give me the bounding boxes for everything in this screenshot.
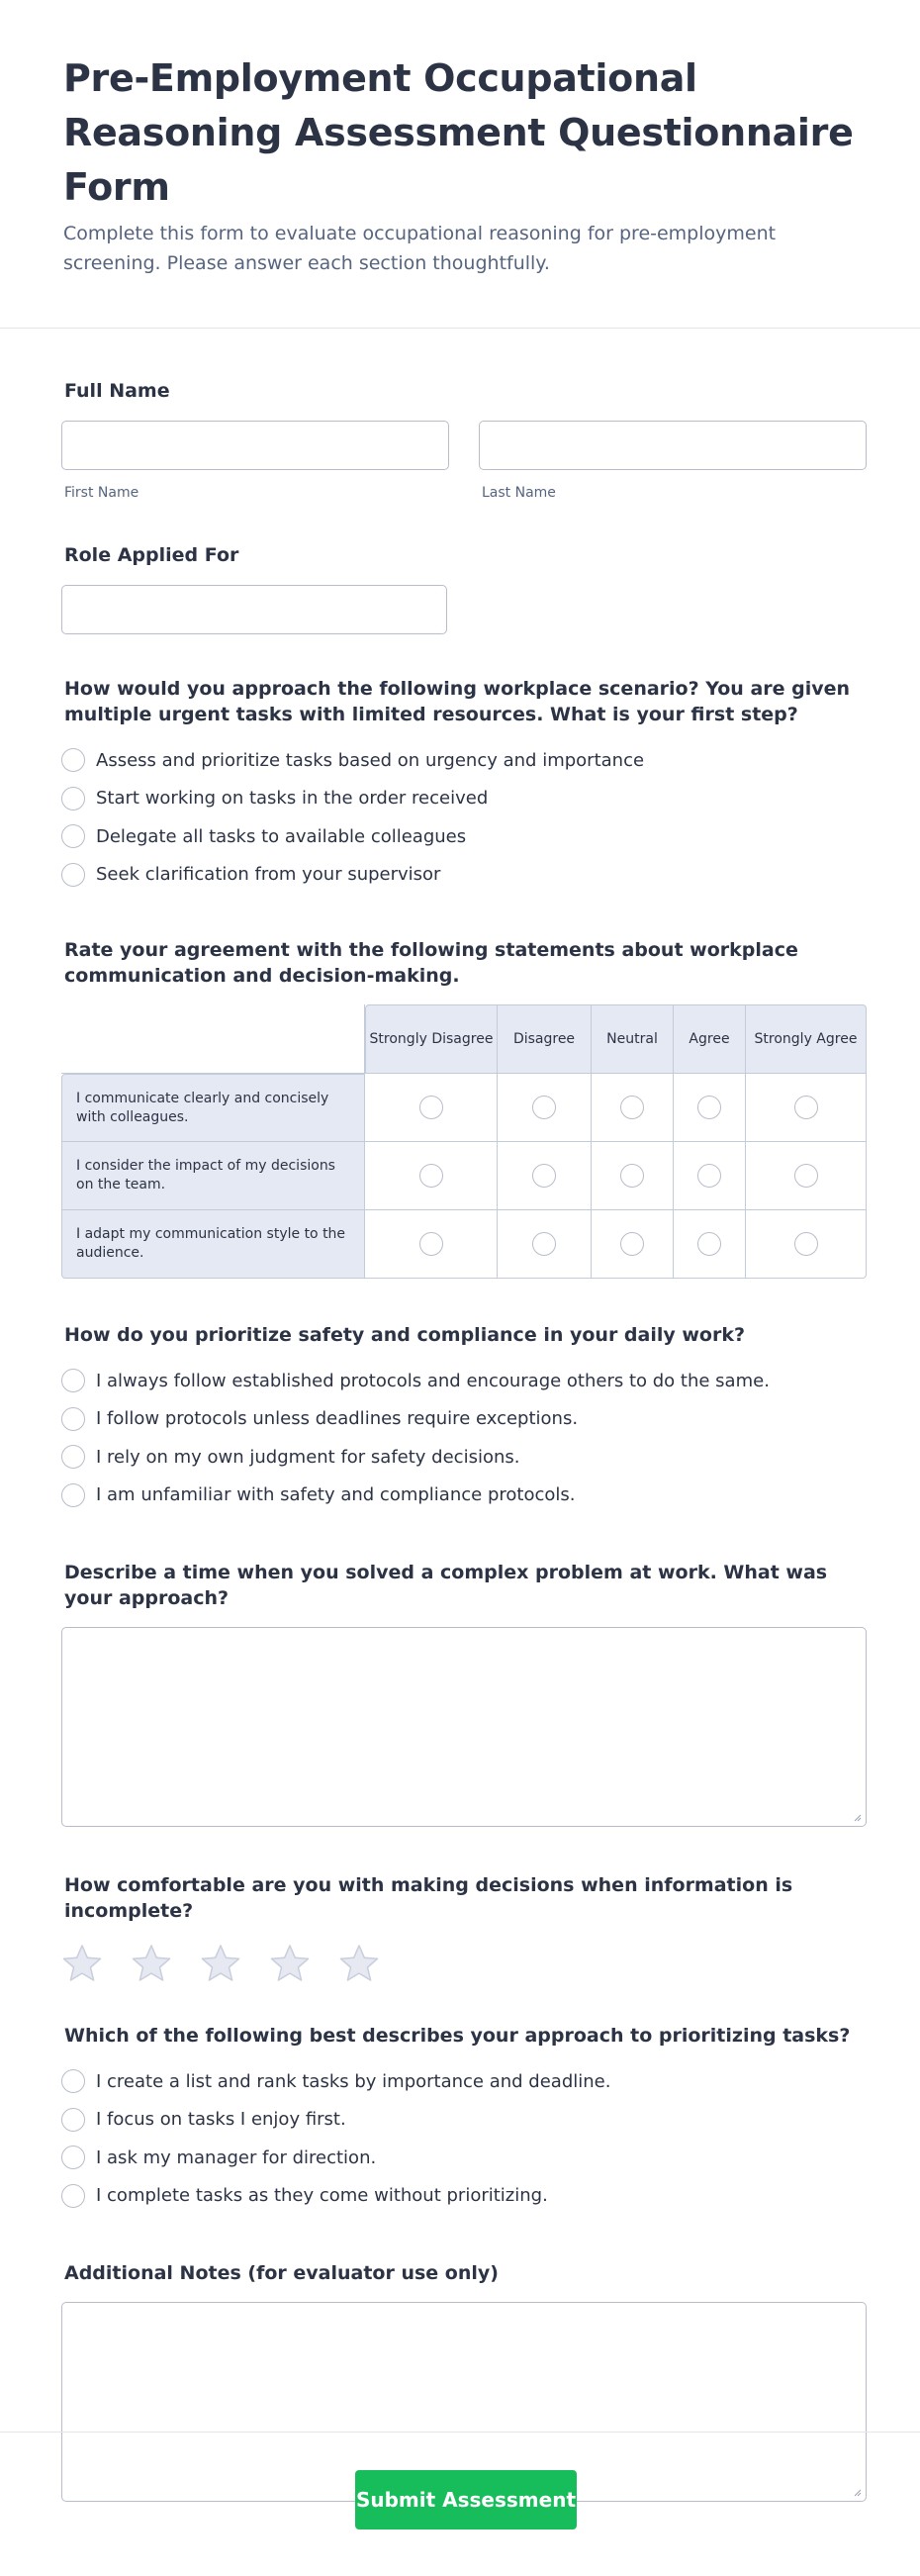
priority-label: Which of the following best describes your approach to prioritizing tasks? bbox=[64, 2025, 851, 2047]
radio-label: I rely on my own judgment for safety decisions. bbox=[96, 1446, 520, 1468]
radio-label: I create a list and rank tasks by importance and deadline. bbox=[96, 2070, 611, 2092]
matrix-row-label: I consider the impact of my decisions on the team. bbox=[61, 1142, 365, 1210]
matrix-corner bbox=[61, 1004, 365, 1074]
problem-question bbox=[61, 1560, 867, 1827]
radio-button[interactable] bbox=[61, 2146, 85, 2169]
matrix-row-label: I adapt my communication style to the audience. bbox=[61, 1210, 365, 1279]
radio-button[interactable] bbox=[61, 1369, 85, 1392]
problem-label: Describe a time when you solved a complex problem at work. What was your approach? bbox=[64, 1562, 828, 1609]
last-name-input[interactable] bbox=[479, 421, 867, 470]
matrix-cell[interactable] bbox=[498, 1074, 592, 1142]
matrix-cell[interactable] bbox=[674, 1142, 746, 1210]
matrix-radio[interactable] bbox=[532, 1096, 556, 1119]
radio-label: I ask my manager for direction. bbox=[96, 2147, 377, 2168]
submit-button[interactable]: Submit Assessment bbox=[355, 2470, 577, 2529]
safety-question bbox=[61, 1322, 867, 1514]
matrix-cell[interactable] bbox=[365, 1074, 498, 1142]
radio-label: I complete tasks as they come without prioritizing. bbox=[96, 2185, 548, 2207]
radio-option[interactable] bbox=[61, 1362, 867, 1400]
radio-option[interactable] bbox=[61, 2139, 867, 2177]
full-name-question bbox=[61, 378, 867, 501]
star-icon[interactable] bbox=[200, 1944, 241, 1983]
matrix-cell[interactable] bbox=[674, 1210, 746, 1279]
matrix-question bbox=[61, 937, 867, 1279]
star-rating bbox=[61, 1944, 867, 1983]
matrix-radio[interactable] bbox=[697, 1232, 721, 1256]
radio-option[interactable] bbox=[61, 817, 867, 856]
matrix-radio[interactable] bbox=[794, 1164, 818, 1188]
role-input[interactable] bbox=[61, 585, 447, 634]
radio-button[interactable] bbox=[61, 2069, 85, 2093]
matrix-radio[interactable] bbox=[419, 1164, 443, 1188]
problem-textarea[interactable] bbox=[61, 1627, 867, 1827]
form-header bbox=[0, 0, 920, 329]
matrix-cell[interactable] bbox=[592, 1210, 674, 1279]
matrix-radio[interactable] bbox=[419, 1232, 443, 1256]
radio-option[interactable] bbox=[61, 2062, 867, 2101]
matrix-cell[interactable] bbox=[498, 1142, 592, 1210]
matrix-cell[interactable] bbox=[746, 1074, 867, 1142]
radio-option[interactable] bbox=[61, 1438, 867, 1477]
scenario-question bbox=[61, 676, 867, 894]
radio-button[interactable] bbox=[61, 2184, 85, 2208]
radio-button[interactable] bbox=[61, 2108, 85, 2132]
matrix-radio[interactable] bbox=[620, 1164, 644, 1188]
radio-button[interactable] bbox=[61, 787, 85, 811]
last-name-sublabel: Last Name bbox=[482, 485, 556, 501]
radio-option[interactable] bbox=[61, 741, 867, 780]
radio-button[interactable] bbox=[61, 1483, 85, 1507]
priority-question bbox=[61, 2023, 867, 2215]
matrix-radio[interactable] bbox=[794, 1232, 818, 1256]
matrix-col-header: Strongly Disagree bbox=[365, 1004, 498, 1074]
matrix-radio[interactable] bbox=[794, 1096, 818, 1119]
radio-button[interactable] bbox=[61, 1407, 85, 1431]
radio-label: I focus on tasks I enjoy first. bbox=[96, 2109, 346, 2131]
scenario-label: How would you approach the following workplace scenario? You are given multiple urgent tasks with limited resources. What is your first step? bbox=[64, 678, 851, 725]
role-question bbox=[61, 542, 867, 634]
matrix-radio[interactable] bbox=[697, 1096, 721, 1119]
radio-label: I always follow established protocols and encourage others to do the same. bbox=[96, 1370, 770, 1391]
matrix-col-header: Disagree bbox=[498, 1004, 592, 1074]
matrix-cell[interactable] bbox=[365, 1142, 498, 1210]
radio-option[interactable] bbox=[61, 1477, 867, 1515]
matrix-col-header: Agree bbox=[674, 1004, 746, 1074]
last-name-col bbox=[479, 421, 867, 501]
radio-label: Seek clarification from your supervisor bbox=[96, 864, 441, 886]
matrix-row bbox=[61, 1142, 867, 1210]
radio-label: I am unfamiliar with safety and compliance protocols. bbox=[96, 1484, 576, 1506]
safety-label: How do you prioritize safety and compliance in your daily work? bbox=[64, 1324, 746, 1346]
rating-matrix bbox=[61, 1004, 867, 1279]
form-title: Pre-Employment Occupational Reasoning Assessment Questionnaire Form bbox=[63, 56, 854, 209]
matrix-cell[interactable] bbox=[674, 1074, 746, 1142]
matrix-radio[interactable] bbox=[620, 1096, 644, 1119]
matrix-cell[interactable] bbox=[746, 1142, 867, 1210]
form-footer bbox=[0, 2432, 920, 2576]
safety-options bbox=[61, 1362, 867, 1514]
radio-option[interactable] bbox=[61, 2101, 867, 2140]
resize-grip-icon[interactable] bbox=[854, 1814, 862, 1822]
matrix-cell[interactable] bbox=[365, 1210, 498, 1279]
first-name-sublabel: First Name bbox=[64, 485, 139, 501]
matrix-cell[interactable] bbox=[592, 1142, 674, 1210]
comfort-question bbox=[61, 1872, 867, 1983]
matrix-col-header: Neutral bbox=[592, 1004, 674, 1074]
star-icon[interactable] bbox=[338, 1944, 380, 1983]
role-label: Role Applied For bbox=[64, 544, 239, 566]
form-body bbox=[0, 378, 920, 2502]
radio-label: Assess and prioritize tasks based on urgency and importance bbox=[96, 749, 645, 771]
matrix-radio[interactable] bbox=[620, 1232, 644, 1256]
form-subtitle: Complete this form to evaluate occupational reasoning for pre-employment screening. Please answer each section thoughtfully. bbox=[63, 223, 777, 274]
radio-button[interactable] bbox=[61, 1445, 85, 1469]
first-name-input[interactable] bbox=[61, 421, 449, 470]
matrix-radio[interactable] bbox=[532, 1164, 556, 1188]
full-name-row bbox=[61, 421, 867, 501]
radio-label: Delegate all tasks to available colleagues bbox=[96, 825, 467, 847]
first-name-col bbox=[61, 421, 449, 501]
priority-options bbox=[61, 2062, 867, 2215]
radio-label: I follow protocols unless deadlines require exceptions. bbox=[96, 1408, 579, 1430]
star-icon[interactable] bbox=[131, 1944, 172, 1983]
matrix-cell[interactable] bbox=[746, 1210, 867, 1279]
star-icon[interactable] bbox=[61, 1944, 103, 1983]
radio-button[interactable] bbox=[61, 863, 85, 887]
notes-label: Additional Notes (for evaluator use only) bbox=[64, 2262, 499, 2284]
full-name-label: Full Name bbox=[64, 380, 170, 402]
matrix-radio[interactable] bbox=[419, 1096, 443, 1119]
matrix-radio[interactable] bbox=[697, 1164, 721, 1188]
radio-option[interactable] bbox=[61, 1400, 867, 1439]
matrix-cell[interactable] bbox=[498, 1210, 592, 1279]
matrix-row bbox=[61, 1210, 867, 1279]
radio-option[interactable] bbox=[61, 2177, 867, 2216]
radio-option[interactable] bbox=[61, 780, 867, 818]
matrix-col-header: Strongly Agree bbox=[746, 1004, 867, 1074]
matrix-row-label: I communicate clearly and concisely with colleagues. bbox=[61, 1074, 365, 1142]
star-icon[interactable] bbox=[269, 1944, 311, 1983]
matrix-row bbox=[61, 1074, 867, 1142]
matrix-radio[interactable] bbox=[532, 1232, 556, 1256]
radio-label: Start working on tasks in the order received bbox=[96, 788, 489, 810]
comfort-label: How comfortable are you with making decisions when information is incomplete? bbox=[64, 1874, 793, 1922]
radio-button[interactable] bbox=[61, 748, 85, 772]
scenario-options bbox=[61, 741, 867, 894]
matrix-cell[interactable] bbox=[592, 1074, 674, 1142]
matrix-label: Rate your agreement with the following statements about workplace communication and decision-making. bbox=[64, 939, 798, 987]
radio-button[interactable] bbox=[61, 824, 85, 848]
radio-option[interactable] bbox=[61, 856, 867, 895]
